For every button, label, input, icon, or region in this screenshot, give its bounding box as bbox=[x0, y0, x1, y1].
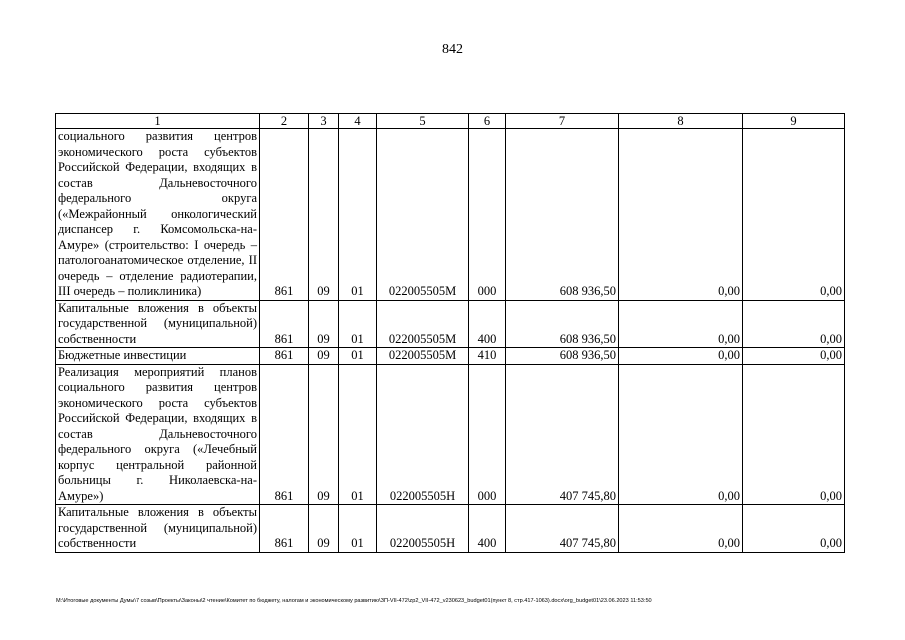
row-description: Бюджетные инвестиции bbox=[56, 348, 260, 365]
cell-col2: 861 bbox=[260, 129, 309, 301]
page-number: 842 bbox=[442, 42, 463, 57]
column-header: 7 bbox=[506, 114, 619, 129]
cell-col6: 000 bbox=[469, 129, 506, 301]
cell-col8: 0,00 bbox=[619, 348, 743, 365]
column-header: 5 bbox=[377, 114, 469, 129]
table-row bbox=[56, 505, 845, 553]
cell-col3: 09 bbox=[309, 364, 339, 505]
cell-col5: 022005505М bbox=[377, 129, 469, 301]
cell-col7: 608 936,50 bbox=[506, 300, 619, 348]
column-header: 9 bbox=[743, 114, 845, 129]
cell-col2: 861 bbox=[260, 300, 309, 348]
cell-col2: 861 bbox=[260, 364, 309, 505]
cell-col9: 0,00 bbox=[743, 300, 845, 348]
cell-col3: 09 bbox=[309, 505, 339, 553]
table-row bbox=[56, 348, 845, 365]
cell-col2: 861 bbox=[260, 348, 309, 365]
cell-col5: 022005505М bbox=[377, 348, 469, 365]
cell-col8: 0,00 bbox=[619, 364, 743, 505]
cell-col8: 0,00 bbox=[619, 505, 743, 553]
row-description: Реализация мероприятий планов социального развития центров экономического роста субъектов Российской Федерации, входящих в состав Дальневосточного федерального округа («Лечебный корпус центральной районной больницы г. Николаевска-на-Амуре») bbox=[56, 364, 260, 505]
cell-col3: 09 bbox=[309, 300, 339, 348]
cell-col4: 01 bbox=[339, 300, 377, 348]
cell-col4: 01 bbox=[339, 348, 377, 365]
cell-col7: 407 745,80 bbox=[506, 505, 619, 553]
column-header: 2 bbox=[260, 114, 309, 129]
row-description: Капитальные вложения в объекты государственной (муниципальной) собственности bbox=[56, 505, 260, 553]
column-header: 8 bbox=[619, 114, 743, 129]
document-path-footer: M:\Итоговые документы Думы\7 созыв\Проекты\Законы\2 чтение\Комитет по бюджету, налогам и экономическому развитию\ЗП-VII-472\zp2_VII-472_v230623_budget01(пункт 8, стр.417-1063).docx\org_budget01\23.06.2023 11:53:50 bbox=[56, 598, 652, 604]
cell-col6: 400 bbox=[469, 505, 506, 553]
table-row bbox=[56, 300, 845, 348]
cell-col4: 01 bbox=[339, 129, 377, 301]
cell-col5: 022005505Н bbox=[377, 505, 469, 553]
column-header: 6 bbox=[469, 114, 506, 129]
column-header: 4 bbox=[339, 114, 377, 129]
cell-col8: 0,00 bbox=[619, 300, 743, 348]
cell-col6: 000 bbox=[469, 364, 506, 505]
cell-col9: 0,00 bbox=[743, 129, 845, 301]
row-description: социального развития центров экономического роста субъектов Российской Федерации, входящих в состав Дальневосточного федерального округа («Межрайонный онкологический диспансер г. Комсомольска-на-Амуре» (строительство: I очередь – патологоанатомическое отделение, II очередь – отделение радиотерапии, III очередь – поликлиника) bbox=[56, 129, 260, 301]
column-header: 1 bbox=[56, 114, 260, 129]
cell-col4: 01 bbox=[339, 505, 377, 553]
cell-col7: 608 936,50 bbox=[506, 129, 619, 301]
cell-col3: 09 bbox=[309, 348, 339, 365]
cell-col7: 608 936,50 bbox=[506, 348, 619, 365]
cell-col8: 0,00 bbox=[619, 129, 743, 301]
cell-col2: 861 bbox=[260, 505, 309, 553]
cell-col9: 0,00 bbox=[743, 348, 845, 365]
cell-col5: 022005505Н bbox=[377, 364, 469, 505]
budget-table bbox=[55, 113, 845, 553]
header-row bbox=[56, 114, 845, 129]
cell-col5: 022005505М bbox=[377, 300, 469, 348]
column-header: 3 bbox=[309, 114, 339, 129]
table-row bbox=[56, 129, 845, 301]
cell-col4: 01 bbox=[339, 364, 377, 505]
cell-col3: 09 bbox=[309, 129, 339, 301]
cell-col6: 410 bbox=[469, 348, 506, 365]
cell-col9: 0,00 bbox=[743, 364, 845, 505]
table-row bbox=[56, 364, 845, 505]
cell-col6: 400 bbox=[469, 300, 506, 348]
row-description: Капитальные вложения в объекты государственной (муниципальной) собственности bbox=[56, 300, 260, 348]
cell-col9: 0,00 bbox=[743, 505, 845, 553]
cell-col7: 407 745,80 bbox=[506, 364, 619, 505]
